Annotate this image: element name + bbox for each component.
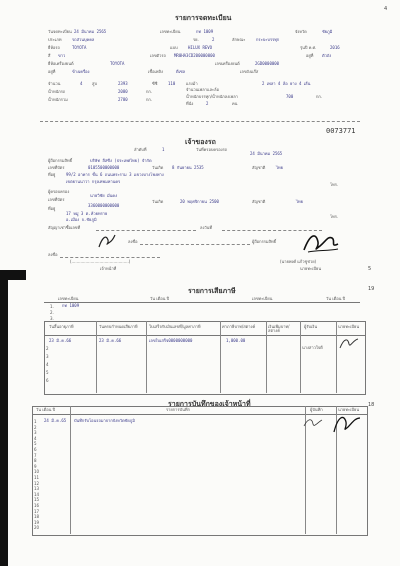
tax-rownum: 5 [46,370,49,375]
weight-unit: กก. [146,89,153,94]
style-value: กระบะบรรทุก [256,37,280,42]
officer-col-note: รายการบันทึก [166,407,190,412]
color-value: ขาว [58,53,66,58]
lease-label: สัญญาเช่าซื้อเลขที่ [48,225,81,230]
sign2-label: ลงชื่อ [48,252,58,257]
engine-no-label: เลขเครื่องยนต์ [215,61,240,66]
owner-dob-label: วันเกิด [152,165,164,170]
tax-col-sep [300,321,301,393]
fuel-value: ดีเซล [176,69,186,74]
officer-rownum: 7 [34,452,37,458]
tax-rownum: 4 [46,362,49,367]
tax-registrar-signature [338,336,360,350]
tax-r1-regno: กท 1009 [62,303,80,308]
officer-rownum: 3 [34,430,37,436]
owner-title: เจ้าของรถ [185,138,216,146]
tax-row1-due: 23 มี.ค.66 [99,338,122,343]
registrar-signature [300,230,342,256]
total-label: น้ำหนักรวม [48,97,68,102]
engine-brand-value: TOYOTA [110,61,125,66]
seats-value: 2 [206,101,209,106]
style-label: ลักษณะ [232,37,246,42]
officer-rownum: 18 [34,514,40,520]
weight-value: 2080 [118,89,128,94]
type-value: รถส่วนบุคคล [72,37,95,42]
location-value: ตัวถัง [322,53,332,58]
seats-unit: คน [232,101,238,106]
holder-id-label: เลขที่บัตร [48,197,65,202]
tax-h-registrar: นายทะเบียน [338,324,360,329]
holder-addr-value: 17 หมู่ 3 ต.ห้วยทราย [66,211,108,216]
officer-rownum: 1 [34,419,37,424]
sign2-bracket: (.............................................) [70,259,131,264]
tax-col-sep [220,321,221,393]
fuel-label: เชื้อเพลิง [148,69,163,74]
tax-title: รายการเสียภาษี [188,287,236,295]
tax-col-sep [266,321,267,393]
cc-value: 2393 [118,81,128,86]
tax-h-expiry: วันสิ้นอายุภาษี [49,324,74,329]
tax-col-sep [336,321,337,393]
reg-date-value: 24 มีนาคม 2565 [74,29,107,34]
tax-row-3: 3. [50,316,54,321]
owner-dob-value: 8 กันยายน 2535 [172,165,204,170]
axle-value: 2 เพลา 4 ล้อ ยาง 4 เส้น [262,81,311,86]
tax-row-2: 2. [50,310,54,315]
cyl-label: จำนวน [48,81,61,86]
officer-rownum: 5 [34,441,37,447]
owner-tel-label: โทร. [330,182,339,187]
total-unit: กก. [146,97,153,102]
holder-value: นายวิชัย มั่นคง [90,193,118,198]
cyl-unit: สูบ [92,81,97,86]
tax-top-rule [44,302,360,303]
code-value: 2 [212,37,215,42]
tax-row-1: 1. [50,304,54,309]
tax-rownum: 6 [46,378,49,383]
officer-rownum: 10 [34,469,40,475]
province-value: ชัยภูมิ [322,29,333,34]
gas-tank-label: เลขถังแก๊ส [240,69,259,74]
officer-col-sep [70,406,71,534]
lease-date-label: ลงวันที่ [200,225,213,230]
officer-row1-note: บันทึกรับโอนรถมาจากจังหวัดชัยภูมิ [74,418,135,423]
holder-label: ผู้ครอบครอง [48,189,70,194]
page-number-officer: 18 [368,402,375,408]
location2-value: ข้างเครื่อง [72,69,90,74]
tax-col-regno: เลขทะเบียน [58,296,79,301]
tax-row1-receipt: เลขใบเสร็จ0000000000 [149,338,193,343]
page-number-tax: 19 [368,286,375,292]
own-date-label: วันที่ครอบครองรถ [196,147,228,152]
holder-dob-label: วันเกิด [152,199,164,204]
owner-nat-label: สัญชาติ [252,165,266,170]
cyl-value: 4 [80,81,83,86]
owner-addr2-value: เขตยานนาวา กรุงเทพมหานคร [66,179,121,184]
tax-rownum: 3 [46,354,49,359]
model-label: แบบ [170,45,178,50]
scan-corner [0,270,26,280]
province-label: จังหวัด [295,29,307,34]
tax-col-sep [96,321,97,393]
tax-row1-amount: 1,000.00 [226,338,246,343]
officer-signatures [300,412,364,436]
officer-rownum: 16 [34,503,40,508]
sign1-label: ลงชื่อ [128,239,138,244]
officer-rownum: 17 [34,508,40,514]
hp-value: 110 [168,81,176,86]
total-value: 2780 [118,97,128,102]
page-number: 4 [384,6,388,12]
engine-no-value: 2GD0000000 [255,61,280,66]
sign2-role: เจ้าหน้าที่ [100,266,117,271]
owner-addr-label: ที่อยู่ [48,172,56,177]
reg-no-label: เลขทะเบียน [160,29,181,34]
cc-label: ซีซี [152,81,158,86]
officer-rownum: 11 [34,475,40,480]
tax-col-date2: วัน เดือน ปี [326,296,346,301]
model-value: HILUX REVO [188,45,213,50]
signature-mark-1 [96,232,118,250]
chassis-value: MR0HA3CD200000000 [174,53,215,58]
registrar-name: (นายพงศ์ แก้วชูช่วย) [280,259,317,264]
officer-rownum: 2 [34,424,37,430]
holder-nat-label: สัญชาติ [252,199,266,204]
officer-rownum: 6 [34,447,37,452]
type-label: ประเภท [48,37,62,42]
tax-h-extra: เงินเพิ่มบาท/สตางค์ [268,324,290,333]
registrar-role: นายทะเบียน [300,266,322,271]
seq-label: ลำดับที่ [134,147,147,152]
tax-row1-receiver: นางสาวใจดี [302,345,323,350]
owner-value: บริษัท ลีสซิ่ง (ประเทศไทย) จำกัด [90,158,152,163]
tax-col-sep [146,321,147,393]
officer-rownum: 4 [34,435,37,441]
tax-rownum: 2 [46,346,49,351]
axle-label: จำนวนเพลาและล้อ [186,87,220,92]
registration-title: รายการจดทะเบียน [175,14,232,22]
tax-col-regno2: เลขทะเบียน [252,296,273,301]
lease-line [96,230,196,231]
location2-label: อยู่ที่ [48,69,56,74]
scan-edge [0,270,8,566]
model-year-value: 2016 [330,45,340,50]
officer-col-date: วัน เดือน ปี [36,407,56,412]
holder-tel-label: โทร. [330,214,339,219]
weight-label: น้ำหนักรถ [48,89,66,94]
officer-rownum: 8 [34,458,37,464]
location-label: อยู่ที่ [306,53,314,58]
reg-no-value: กท 1009 [196,29,214,34]
tax-h-receipt: ใบเสร็จรับเงินเลขที่/มูลค่าภาษี [149,324,201,329]
tax-row1-expiry: 23 มี.ค.66 [49,338,72,343]
owner-nat-value: ไทย [276,165,283,170]
officer-col-reg: นายทะเบียน [338,407,360,412]
load-unit: กก. [316,94,323,99]
holder-dob-value: 20 พฤศจิกายน 2500 [180,199,219,204]
page-number-mid: 5 [368,266,372,272]
tax-header-rule [44,335,365,336]
tax-h-due: วันครบกำหนดเสียภาษี [99,324,138,329]
section-divider [40,121,360,122]
seq-value: 1 [162,147,165,152]
tax-col-date: วัน เดือน ปี [150,296,170,301]
holder-addr2-value: อ.เมือง จ.ชัยภูมิ [66,217,97,222]
reg-date-label: วันจดทะเบียน [48,29,72,34]
brand-label: ยี่ห้อรถ [48,45,60,50]
owner-id-label: เลขที่บัตร [48,165,65,170]
officer-rownum: 13 [34,486,40,492]
holder-addr-label: ที่อยู่ [48,206,56,211]
load-label: น้ำหนักบรรทุก/น้ำหนักลงเพลา [186,94,238,99]
holder-nat-value: ไทย [296,199,303,204]
hp-label: แรงม้า [186,81,198,86]
officer-rownum: 12 [34,480,40,486]
owner-addr-value: 99/2 อาคาร ชั้น 6 ถนนพระราม 3 แขวงบางโพงพาง [66,172,164,177]
engine-brand-label: ยี่ห้อเครื่องยนต์ [48,61,74,66]
tax-table [44,321,366,395]
officer-rownum: 9 [34,463,37,469]
code-label: รย. [193,37,199,42]
officer-col-sign: ผู้บันทึก [310,407,323,412]
sign2-line [60,257,160,258]
sign1-role: ผู้ถือกรรมสิทธิ์ [252,239,277,244]
owner-label: ผู้ถือกรรมสิทธิ์ [48,158,73,163]
officer-rownum: 14 [34,491,40,497]
own-date-value: 24 มีนาคม 2565 [250,151,283,156]
tax-h-amount: ค่าภาษีบาท/สตางค์ [222,324,256,329]
model-year-label: รุ่นปี ค.ศ. [300,45,317,50]
officer-rownum: 19 [34,519,40,525]
holder-id-value: 3360000000000 [88,203,120,208]
color-label: สี [48,53,51,58]
officer-rownum: 20 [34,525,40,531]
stamp-number: 0073771 [326,127,356,135]
chassis-label: เลขตัวรถ [150,53,166,58]
sign1-line [140,244,250,245]
seats-label: ที่นั่ง [186,101,194,106]
officer-row1-date: 24 มี.ค.65 [44,418,67,423]
officer-title: รายการบันทึกของเจ้าหน้าที่ [168,400,251,408]
tax-h-receiver: ผู้รับเงิน [304,324,318,329]
officer-rownum: 15 [34,497,40,503]
owner-id-value: 0105500000000 [88,165,120,170]
brand-value: TOYOTA [72,45,87,50]
load-value: 700 [286,94,294,99]
